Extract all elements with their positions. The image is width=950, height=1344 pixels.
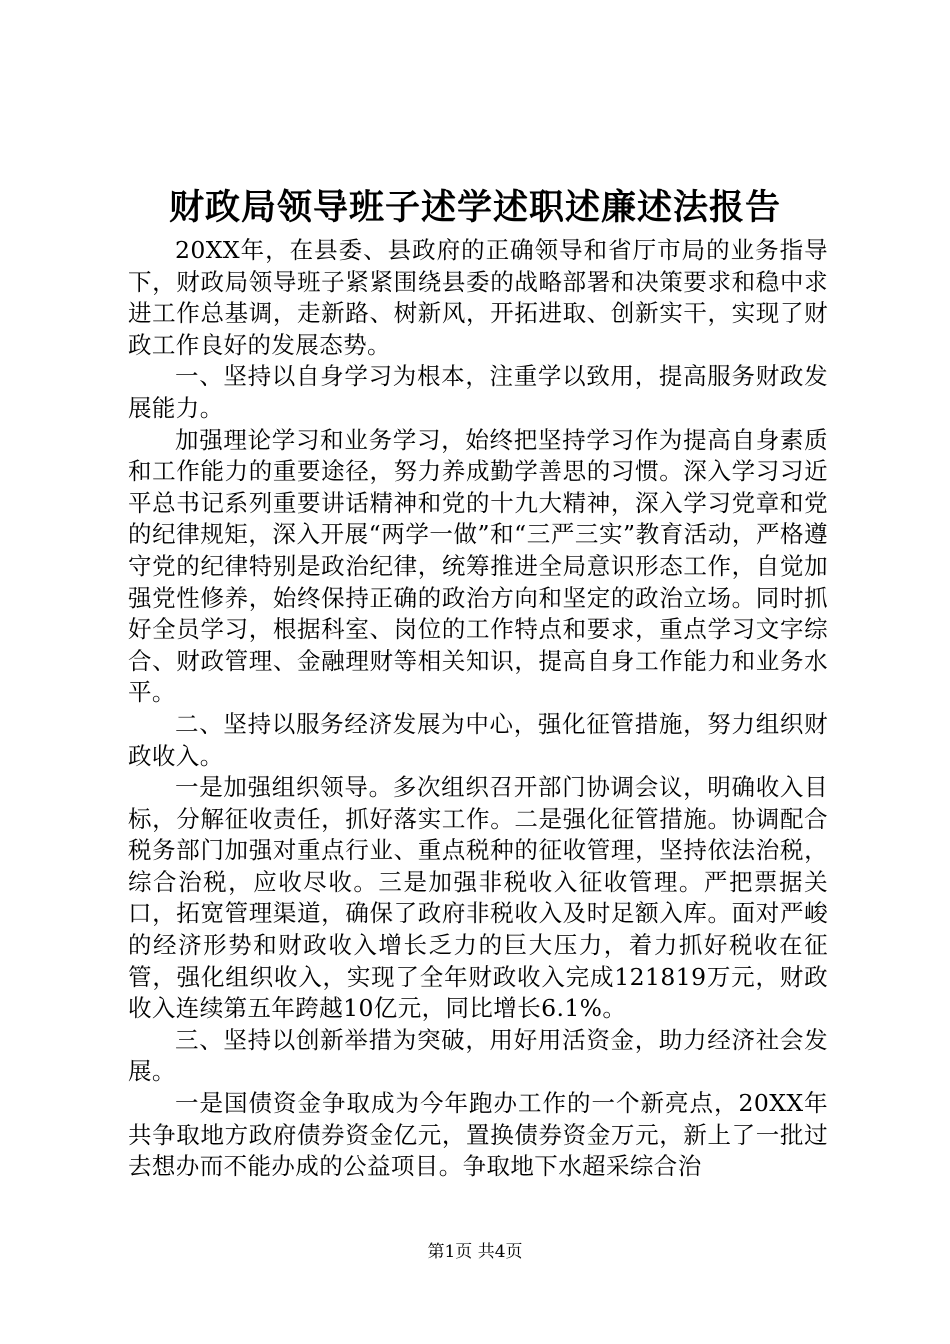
paragraph-revenue: 一是加强组织领导。多次组织召开部门协调会议，明确收入目标，分解征收责任，抓好落实工作。二是强化征管措施。协调配合税务部门加强对重点行业、重点税种的征收管理，坚持依法治税，综合治税，应收尽收。三是加强非税收入征收管理。严把票据关口，拓宽管理渠道，确保了政府非税收入及时足额入库。面对严峻的经济形势和财政收入增长乏力的巨大压力，着力抓好税收在征管，强化组织收入，实现了全年财政收入完成121819万元，财政收入连续第五年跨越10亿元，同比增长6.1%。	[128, 773, 828, 1023]
paragraph-funds: 一是国债资金争取成为今年跑办工作的一个新亮点，20XX年共争取地方政府债券资金亿元，置换债券资金万元，新上了一批过去想办而不能办成的公益项目。争取地下水超采综合治	[128, 1089, 828, 1181]
section-heading-2: 二、坚持以服务经济发展为中心，强化征管措施，努力组织财政收入。	[128, 709, 828, 770]
paragraph-intro: 20XX年，在县委、县政府的正确领导和省厅市局的业务指导下，财政局领导班子紧紧围绕县委的战略部署和决策要求和稳中求进工作总基调，走新路、树新风，开拓进取、创新实干，实现了财政工作良好的发展态势。	[128, 236, 828, 359]
section-heading-1: 一、坚持以自身学习为根本，注重学以致用，提高服务财政发展能力。	[128, 362, 828, 422]
page-footer: 第1页 共4页	[427, 1242, 523, 1262]
section-heading-3: 三、坚持以创新举措为突破，用好用活资金，助力经济社会发展。	[128, 1025, 828, 1086]
document-body	[128, 235, 828, 1183]
paragraph-study: 加强理论学习和业务学习，始终把坚持学习作为提高自身素质和工作能力的重要途径，努力养成勤学善思的习惯。深入学习习近平总书记系列重要讲话精神和党的十九大精神，深入学习党章和党的纪律规矩，深入开展“两学一做”和“三严三实”教育活动，严格遵守党的纪律特别是政治纪律，统筹推进全局意识形态工作，自觉加强党性修养，始终保持正确的政治方向和坚定的政治立场。同时抓好全员学习，根据科室、岗位的工作特点和要求，重点学习文字综合、财政管理、金融理财等相关知识，提高自身工作能力和业务水平。	[128, 425, 828, 707]
document-title: 财政局领导班子述学述职述廉述法报告	[168, 187, 781, 228]
